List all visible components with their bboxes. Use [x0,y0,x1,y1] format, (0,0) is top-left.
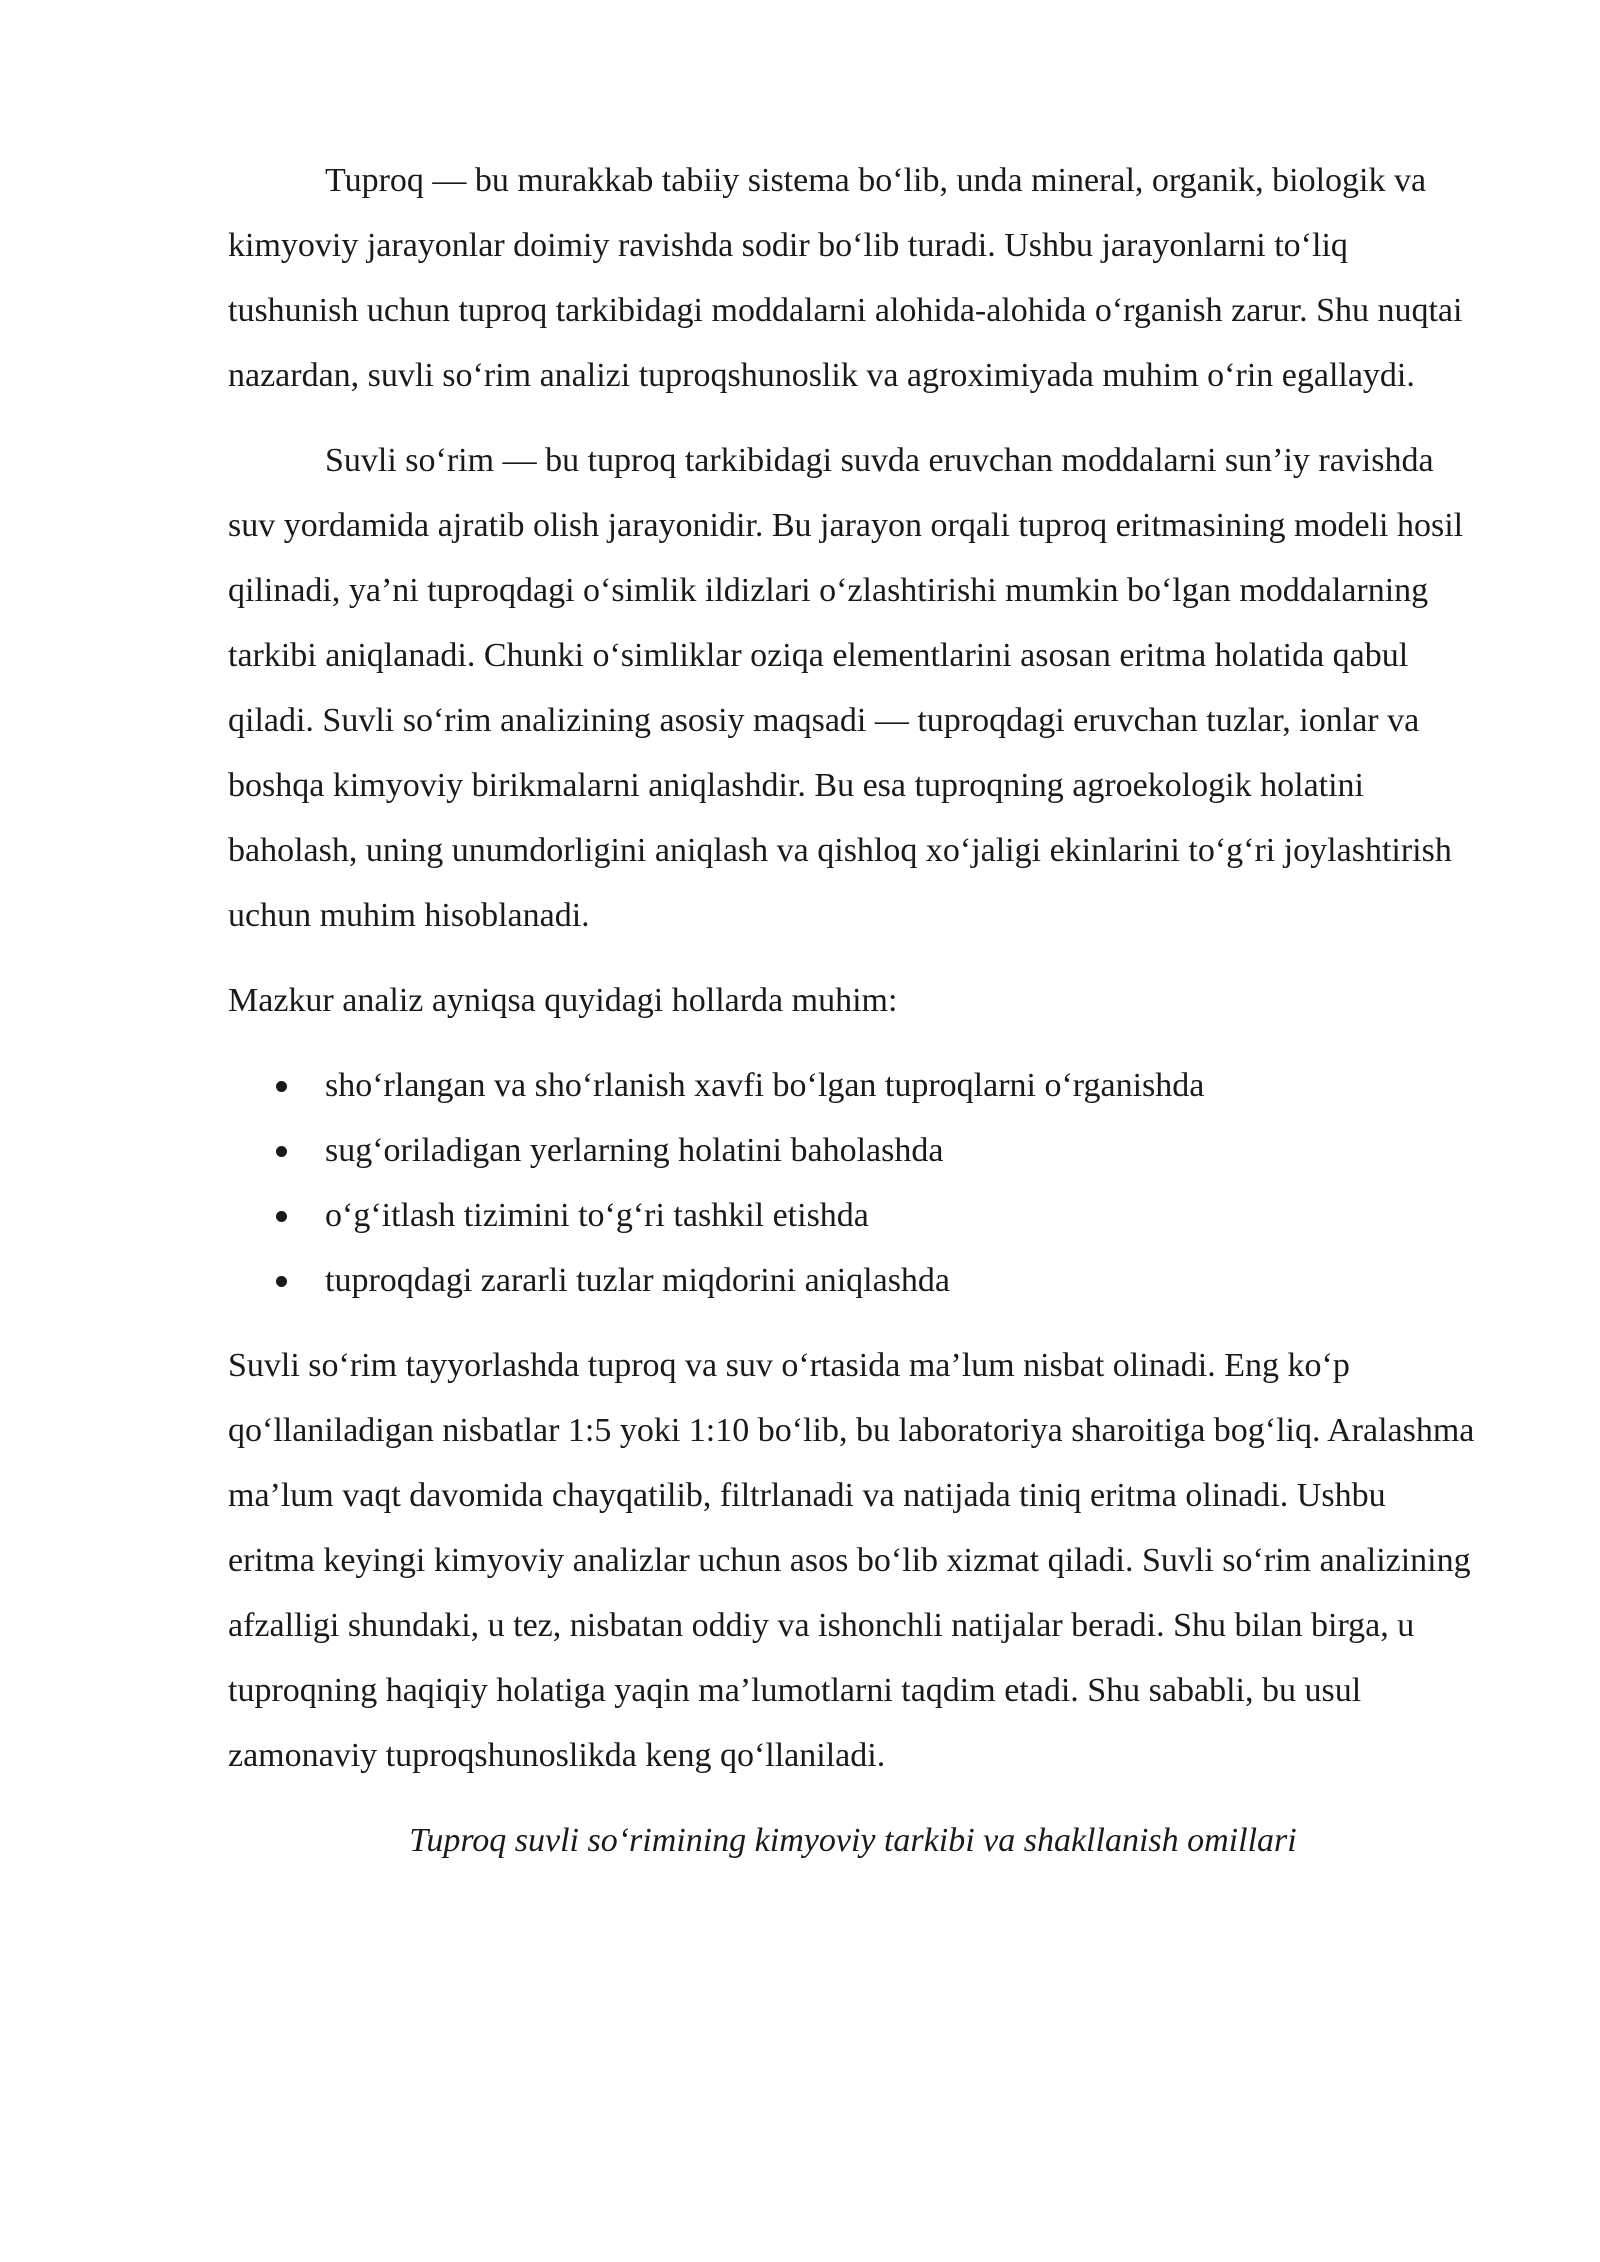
paragraph-method: Suvli so‘rim tayyorlashda tuproq va suv o‘rtasida ma’lum nisbat olinadi. Eng ko‘p qo‘llaniladigan nisbatlar 1:5 yoki 1:10 bo‘lib, bu laboratoriya sharoitiga bog‘liq. Aralashma ma’lum vaqt davomida chayqatilib, filtrlanadi va natijada tiniq eritma olinadi. Ushbu eritma keyingi kimyoviy analizlar uchun asos bo‘lib xizmat qiladi. Suvli so‘rim analizining afzalligi shundaki, u tez, nisbatan oddiy va ishonchli natijalar beradi. Shu bilan birga, u tuproqning haqiqiy holatiga yaqin ma’lumotlarni taqdim etadi. Shu sababli, bu usul zamonaviy tuproqshunoslikda keng qo‘llaniladi. [228,1347,1475,1774]
list-item [228,1053,1478,1118]
list-item [228,1248,1478,1313]
paragraph-definition: Suvli so‘rim — bu tuproq tarkibidagi suvda eruvchan moddalarni sun’iy ravishda suv yordamida ajratib olish jarayonidir. Bu jarayon orqali tuproq eritmasining modeli hosil qilinadi, ya’ni tuproqdagi o‘simlik ildizlari o‘zlashtirishi mumkin bo‘lgan moddalarning tarkibi aniqlanadi. Chunki o‘simliklar oziqa elementlarini asosan eritma holatida qabul qiladi. Suvli so‘rim analizining asosiy maqsadi — tuproqdagi eruvchan tuzlar, ionlar va boshqa kimyoviy birikmalarni aniqlashdir. Bu esa tuproqning agroekologik holatini baholash, uning unumdorligini aniqlash va qishloq xo‘jaligi ekinlarini to‘g‘ri joylashtirish uchun muhim hisoblanadi. [228,442,1464,934]
paragraph-list-intro: Mazkur analiz ayniqsa quyidagi hollarda muhim: [228,982,898,1019]
list-item [228,1118,1478,1183]
bullet-icon [276,1276,287,1287]
bullet-list [228,1053,1478,1313]
list-item-text: tuproqdagi zararli tuzlar miqdorini aniqlashda [325,1262,951,1299]
bullet-icon [276,1146,287,1157]
section-heading: Tuproq suvli so‘rimining kimyoviy tarkibi va shakllanish omillari [409,1822,1297,1859]
document-page [228,148,1478,1873]
list-item-text: o‘g‘itlash tizimini to‘g‘ri tashkil etishda [325,1197,869,1234]
bullet-icon [276,1211,287,1222]
paragraph-intro: Tuproq — bu murakkab tabiiy sistema bo‘lib, unda mineral, organik, biologik va kimyoviy jarayonlar doimiy ravishda sodir bo‘lib turadi. Ushbu jarayonlarni to‘liq tushunish uchun tuproq tarkibidagi moddalarni alohida-alohida o‘rganish zarur. Shu nuqtai nazardan, suvli so‘rim analizi tuproqshunoslik va agroximiyada muhim o‘rin egallaydi. [228,162,1463,394]
list-item [228,1183,1478,1248]
list-item-text: sho‘rlangan va sho‘rlanish xavfi bo‘lgan tuproqlarni o‘rganishda [325,1067,1205,1104]
list-item-text: sug‘oriladigan yerlarning holatini baholashda [325,1132,944,1169]
bullet-icon [276,1081,287,1092]
